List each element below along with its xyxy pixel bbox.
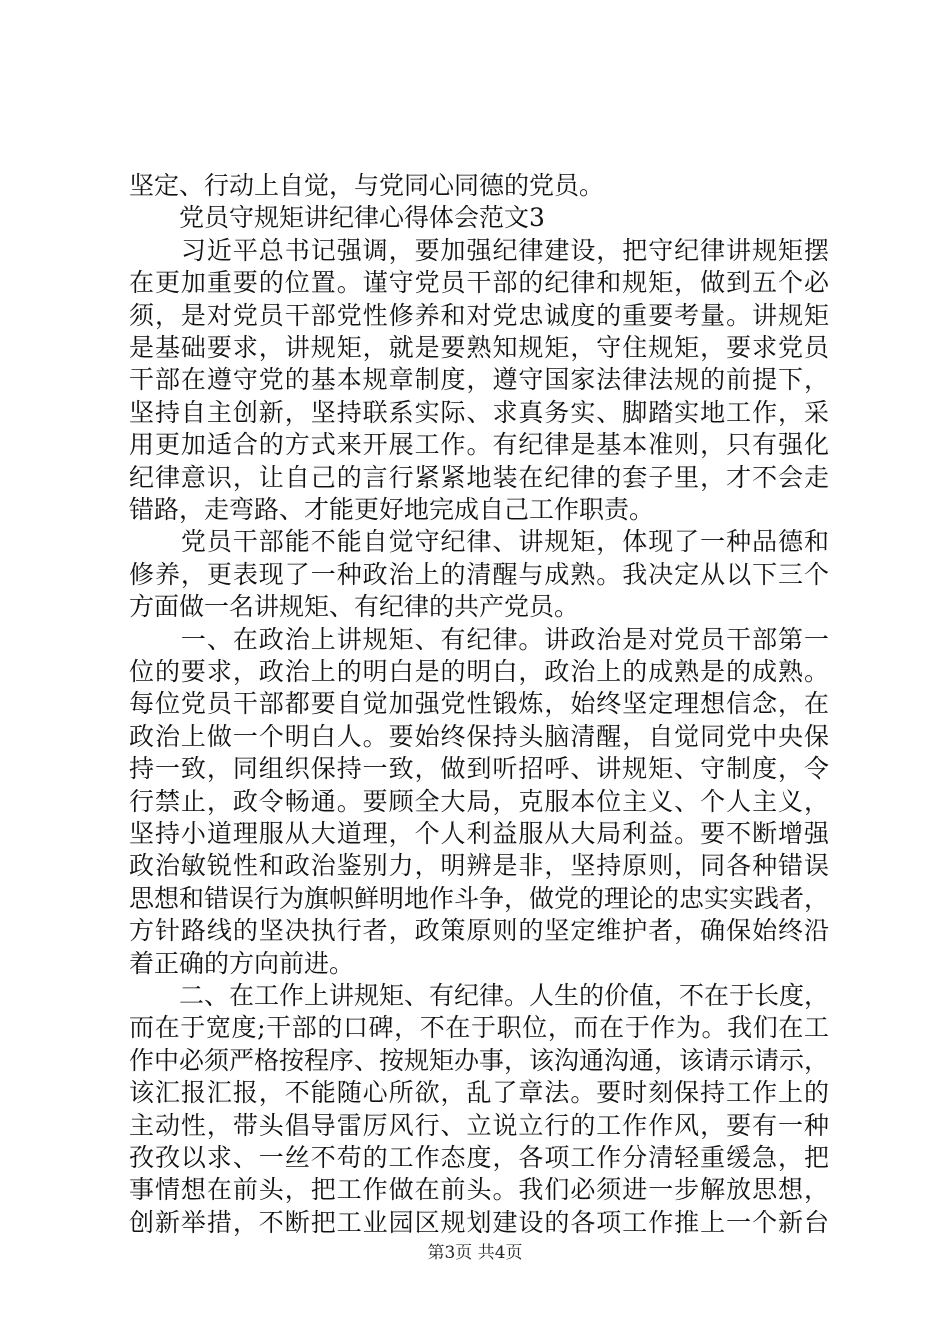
text-line: 党员干部能不能自觉守纪律、讲规矩，体现了一种品德和 bbox=[129, 527, 829, 557]
text-line: 用更加适合的方式来开展工作。有纪律是基本准则，只有强化 bbox=[129, 430, 829, 460]
text-line: 行禁止，政令畅通。要顾全大局，克服本位主义、个人主义， bbox=[129, 786, 829, 816]
text-line: 持一致，同组织保持一致，做到听招呼、讲规矩、守制度，令 bbox=[129, 754, 829, 784]
text-line: 思想和错误行为旗帜鲜明地作斗争，做党的理论的忠实实践者， bbox=[129, 883, 829, 913]
text-line: 主动性，带头倡导雷厉风行、立说立行的工作作风，要有一种 bbox=[129, 1110, 829, 1140]
text-line: 方针路线的坚决执行者，政策原则的坚定维护者，确保始终沿 bbox=[129, 916, 829, 946]
text-line: 习近平总书记强调，要加强纪律建设，把守纪律讲规矩摆 bbox=[129, 235, 829, 265]
text-line: 错路，走弯路、才能更好地完成自己工作职责。 bbox=[129, 495, 655, 524]
text-line: 作中必须严格按程序、按规矩办事，该沟通沟通，该请示请示， bbox=[129, 1045, 829, 1075]
text-line: 干部在遵守党的基本规章制度，遵守国家法律法规的前提下， bbox=[129, 365, 829, 395]
text-line: 每位党员干部都要自觉加强党性锻炼，始终坚定理想信念，在 bbox=[129, 689, 829, 719]
page-footer: 第3页 共4页 bbox=[427, 1243, 523, 1263]
text-line: 须，是对党员干部党性修养和对党忠诚度的重要考量。讲规矩 bbox=[129, 300, 829, 330]
text-line: 一、在政治上讲规矩、有纪律。讲政治是对党员干部第一 bbox=[129, 624, 829, 654]
text-line: 在更加重要的位置。谨守党员干部的纪律和规矩，做到五个必 bbox=[129, 268, 829, 298]
text-line: 坚持小道理服从大道理，个人利益服从大局利益。要不断增强 bbox=[129, 819, 829, 848]
text-line: 政治上做一个明白人。要始终保持头脑清醒，自觉同党中央保 bbox=[129, 721, 829, 751]
text-line: 党员守规矩讲纪律心得体会范文3 bbox=[129, 203, 545, 233]
text-line: 政治敏锐性和政治鉴别力，明辨是非，坚持原则，同各种错误 bbox=[129, 851, 829, 881]
text-line: 事情想在前头，把工作做在前头。我们必须进一步解放思想， bbox=[129, 1175, 829, 1205]
text-line: 该汇报汇报，不能随心所欲，乱了章法。要时刻保持工作上的 bbox=[129, 1078, 829, 1108]
text-line: 方面做一名讲规矩、有纪律的共产党员。 bbox=[129, 592, 580, 622]
text-line: 着正确的方向前进。 bbox=[129, 948, 355, 978]
text-line: 是基础要求，讲规矩，就是要熟知规矩，守住规矩，要求党员 bbox=[129, 333, 829, 362]
text-line: 创新举措，不断把工业园区规划建设的各项工作推上一个新台 bbox=[129, 1207, 829, 1237]
text-line: 纪律意识，让自己的言行紧紧地装在纪律的套子里，才不会走 bbox=[129, 462, 829, 492]
text-line: 而在于宽度;干部的口碑，不在于职位，而在于作为。我们在工 bbox=[129, 1013, 829, 1043]
text-line: 坚持自主创新，坚持联系实际、求真务实、脚踏实地工作，采 bbox=[129, 397, 829, 427]
text-line: 孜孜以求、一丝不苟的工作态度，各项工作分清轻重缓急，把 bbox=[129, 1143, 829, 1172]
text-line: 修养，更表现了一种政治上的清醒与成熟。我决定从以下三个 bbox=[129, 559, 829, 589]
text-line: 二、在工作上讲规矩、有纪律。人生的价值，不在于长度， bbox=[129, 981, 829, 1010]
text-line: 位的要求，政治上的明白是的明白，政治上的成熟是的成熟。 bbox=[129, 657, 829, 686]
text-line: 坚定、行动上自觉，与党同心同德的党员。 bbox=[129, 171, 605, 200]
